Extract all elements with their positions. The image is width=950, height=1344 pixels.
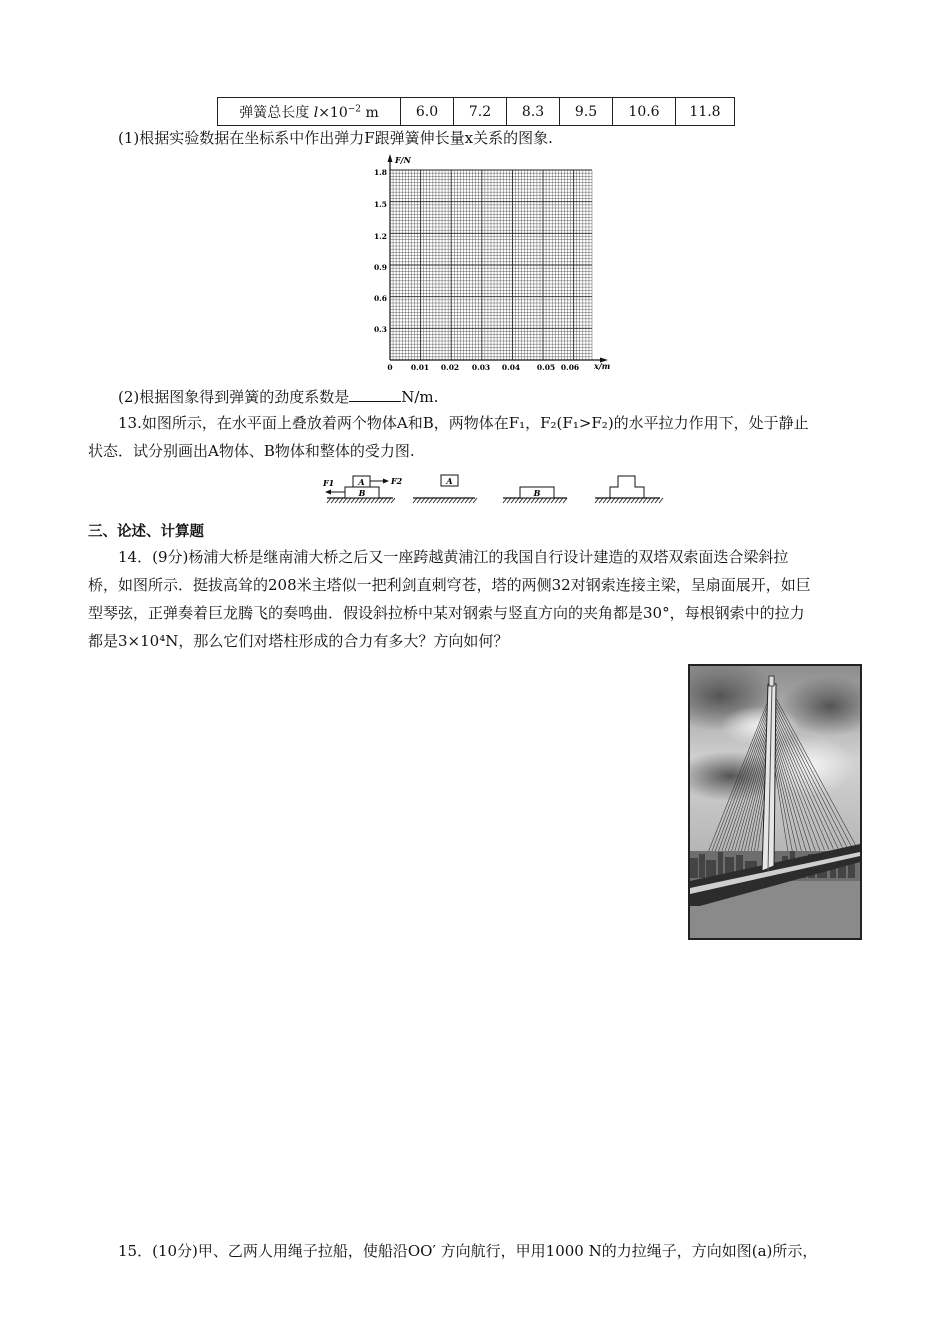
skyline-building <box>699 854 705 878</box>
ground-hatch <box>531 498 535 503</box>
block-a-diagram <box>413 475 477 503</box>
x-tick-label: 0.02 <box>440 363 460 372</box>
ground-hatch <box>327 498 331 503</box>
question-13-line-2: 状态．试分别画出A物体、B物体和整体的受力图. <box>88 442 415 460</box>
y-tick-label: 1.5 <box>373 200 387 209</box>
ground-hatch <box>527 498 531 503</box>
ground-hatch <box>523 498 527 503</box>
x-tick-label: 0.03 <box>471 363 491 372</box>
ground-hatch <box>563 498 567 503</box>
y-axis-arrow <box>388 154 393 162</box>
block-b-diagram <box>503 487 567 503</box>
ground-hatch <box>651 498 655 503</box>
ground-hatch <box>375 498 379 503</box>
ground-hatch <box>551 498 555 503</box>
ground-hatch <box>643 498 647 503</box>
block-a-label: A <box>358 477 365 487</box>
y-tick-label: 0.6 <box>373 294 387 303</box>
skyline-building <box>690 858 698 878</box>
ground-hatch <box>559 498 563 503</box>
x-axis-label: x/m <box>594 361 611 371</box>
cable-stayed-bridge-photo <box>688 664 862 940</box>
section-3-title: 三、论述、计算题 <box>88 524 204 540</box>
y-tick-label: 1.8 <box>373 168 387 177</box>
ground-hatch <box>555 498 559 503</box>
ground-hatch <box>359 498 363 503</box>
ground-hatch <box>457 498 461 503</box>
ground-hatch <box>331 498 335 503</box>
question-14-line-1: 14．(9分)杨浦大桥是继南浦大桥之后又一座跨越黄浦江的我国自行设计建造的双塔双索面迭合梁斜拉 <box>118 548 789 566</box>
ground-hatch <box>627 498 631 503</box>
ground-hatch <box>547 498 551 503</box>
ground-hatch <box>453 498 457 503</box>
table-cell: 8.3 <box>507 98 560 126</box>
grid-lines <box>390 170 592 360</box>
whole-system-diagram <box>595 476 663 503</box>
ground-hatch <box>473 498 477 503</box>
table-cell: 9.5 <box>560 98 613 126</box>
ground-hatch <box>607 498 611 503</box>
ground-hatch <box>469 498 473 503</box>
force-extension-grid <box>360 150 620 375</box>
ground-hatch <box>599 498 603 503</box>
ground-hatch <box>429 498 433 503</box>
ground-hatch <box>535 498 539 503</box>
origin-label: 0 <box>387 363 393 372</box>
ground-hatch <box>433 498 437 503</box>
ground-hatch <box>449 498 453 503</box>
ground-hatch <box>351 498 355 503</box>
y-tick-label: 0.9 <box>373 263 387 272</box>
ground-hatch <box>659 498 663 503</box>
ground-hatch <box>603 498 607 503</box>
ground-hatch <box>515 498 519 503</box>
table-cell: 7.2 <box>454 98 507 126</box>
y-tick-label: 0.3 <box>373 325 387 334</box>
block-b-label: B <box>358 488 366 498</box>
table-cell: 10.6 <box>613 98 676 126</box>
question-12-part-2: (2)根据图象得到弹簧的劲度系数是 N/m. <box>118 388 439 406</box>
ground-hatch <box>503 498 507 503</box>
stacked-blocks-figure <box>315 470 675 508</box>
f1-label: F1 <box>323 478 335 488</box>
f2-label: F2 <box>391 476 403 486</box>
ground-hatch <box>391 498 395 503</box>
question-13-line-1: 13.如图所示，在水平面上叠放着两个物体A和B，两物体在F₁，F₂(F₁>F₂)的水平拉力作用下，处于静止 <box>118 414 809 432</box>
ground-hatch <box>507 498 511 503</box>
ground-hatch <box>465 498 469 503</box>
question-14-line-2: 桥，如图所示．挺拔高耸的208米主塔似一把利剑直刺穹苍，塔的两侧32对钢索连接主梁，呈扇面展开，如巨 <box>88 576 811 594</box>
ground-hatch <box>363 498 367 503</box>
ground-hatch <box>387 498 391 503</box>
question-14-line-3: 型琴弦，正弹奏着巨龙腾飞的奏鸣曲．假设斜拉桥中某对钢索与竖直方向的夹角都是30°，每根钢索中的拉力 <box>88 604 805 622</box>
ground-hatch <box>519 498 523 503</box>
question-14-line-4: 都是3×10⁴N，那么它们对塔柱形成的合力有多大？方向如何？ <box>88 632 509 650</box>
x-tick-label: 0.05 <box>536 363 556 372</box>
ground-hatch <box>339 498 343 503</box>
ground-hatch <box>335 498 339 503</box>
ground-hatch <box>367 498 371 503</box>
ground-hatch <box>623 498 627 503</box>
ground-hatch <box>445 498 449 503</box>
combined-block-outline <box>610 476 644 498</box>
ground-hatch <box>611 498 615 503</box>
table-row-label: 弹簧总长度 $l\times 10^{-2}$ m <box>218 98 401 126</box>
ground-hatch <box>343 498 347 503</box>
ground-hatch <box>647 498 651 503</box>
ground-hatch <box>425 498 429 503</box>
ground-hatch <box>631 498 635 503</box>
ground-hatch <box>461 498 465 503</box>
x-tick-label: 0.01 <box>410 363 430 372</box>
ground-hatch <box>655 498 659 503</box>
ground-hatch <box>595 498 599 503</box>
block-a-label: A <box>446 476 453 486</box>
ground-hatch <box>383 498 387 503</box>
ground-hatch <box>421 498 425 503</box>
answer-blank[interactable] <box>349 387 401 402</box>
ground-hatch <box>539 498 543 503</box>
x-tick-label: 0.04 <box>501 363 521 372</box>
ground-hatch <box>413 498 417 503</box>
ground-hatch <box>639 498 643 503</box>
table-cell: 6.0 <box>401 98 454 126</box>
skyline-building <box>706 860 716 878</box>
ground-hatch <box>347 498 351 503</box>
ground-hatch <box>371 498 375 503</box>
question-15-line-1: 15．(10分)甲、乙两人用绳子拉船，使船沿OO′ 方向航行，甲用1000 N的力拉绳子，方向如图(a)所示， <box>118 1242 818 1260</box>
ground-hatch <box>635 498 639 503</box>
block-b-label: B <box>533 488 541 498</box>
ground-hatch <box>379 498 383 503</box>
ground-hatch <box>619 498 623 503</box>
ground-hatch <box>511 498 515 503</box>
x-tick-label: 0.06 <box>560 363 580 372</box>
question-12-part-1: (1)根据实验数据在坐标系中作出弹力F跟弹簧伸长量x关系的图象. <box>118 129 553 147</box>
spring-length-table <box>217 97 735 126</box>
ground-hatch <box>437 498 441 503</box>
ground-hatch <box>543 498 547 503</box>
ground-hatch <box>417 498 421 503</box>
table-cell: 11.8 <box>676 98 735 126</box>
y-tick-label: 1.2 <box>373 232 387 241</box>
y-axis-label: F/N <box>395 155 411 165</box>
ground-hatch <box>441 498 445 503</box>
ground-hatch <box>615 498 619 503</box>
combined-forces-diagram <box>322 476 403 503</box>
ground-hatch <box>355 498 359 503</box>
